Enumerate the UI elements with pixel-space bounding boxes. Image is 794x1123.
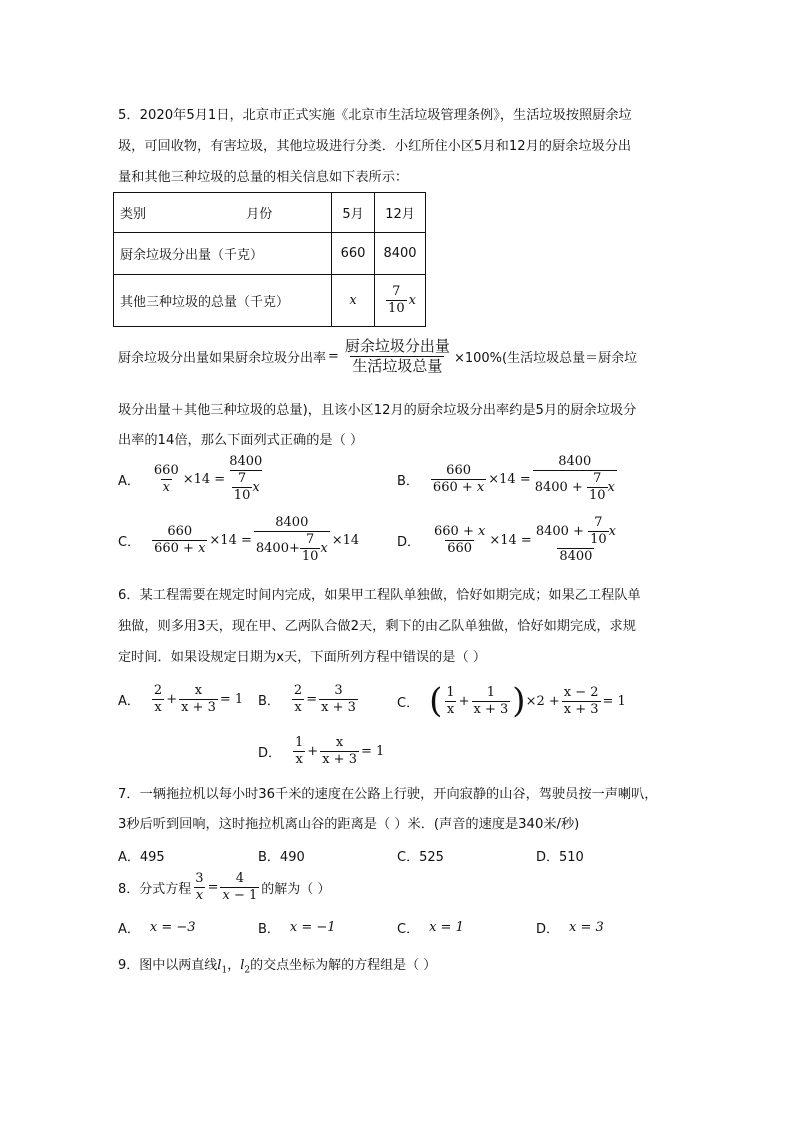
rate-prefix: 厨余垃圾分出量如果厨余垃圾分出率 bbox=[118, 351, 327, 366]
q5-option-c[interactable]: C． $\frac{660}{660 + x}$ ×14 = 8400 8400+ $\frac{7}{10}$ x ×14 bbox=[118, 515, 360, 564]
q6-line-1: 6．某工程需要在规定时间内完成，如果甲工程队单独做，恰好如期完成；如果乙工程队单 bbox=[118, 588, 641, 603]
row1-may: 660 bbox=[332, 233, 375, 275]
q5-data-table bbox=[113, 192, 426, 327]
q8-stem: 8．分式方程 $\frac{3}{x}$ = $\frac{4}{x - 1}$ 的解为（ ） bbox=[118, 871, 331, 903]
row2-dec: $\frac{7}{10}$ x bbox=[375, 275, 426, 327]
rate-denominator: 生活垃圾总量 bbox=[352, 357, 443, 375]
q5-rate-line: 厨余垃圾分出量如果厨余垃圾分出率 = 厨余垃圾分出量 生活垃圾总量 ×100%(生活垃圾总量＝厨余垃 bbox=[118, 337, 638, 375]
q8-option-c[interactable]: C． x = 1 bbox=[397, 920, 464, 937]
q5-option-a[interactable]: A． $\frac{660}{x}$ ×14 = 8400 $\frac{7}{10}$ x bbox=[118, 454, 263, 503]
q5-option-b[interactable]: B． $\frac{660}{660 + x}$ ×14 = 8400 8400 + $\frac{7}{10}$ x bbox=[397, 454, 615, 503]
row2-may: x bbox=[332, 275, 375, 327]
q7-option-a[interactable]: A．495 bbox=[118, 850, 165, 865]
q8-option-a[interactable]: A． x = −3 bbox=[118, 920, 196, 937]
q6-option-b[interactable]: B． $\frac{2}{x}$ = $\frac{3}{x + 3}$ bbox=[258, 683, 356, 715]
rate-numerator: 厨余垃圾分出量 bbox=[344, 337, 450, 355]
q8-suffix: 的解为（ ） bbox=[261, 882, 331, 897]
rate-suffix: ×100%(生活垃圾总量＝厨余垃 bbox=[453, 351, 638, 366]
q6-option-a[interactable]: A． 2 x + $\frac{x}{x + 3}$ = 1 bbox=[118, 683, 244, 715]
table-header-cell bbox=[114, 193, 332, 233]
q7-option-d[interactable]: D．510 bbox=[536, 850, 584, 865]
q5-line-1: 5．2020年5月1日，北京市正式实施《北京市生活垃圾管理条例》，生活垃圾按照厨余垃 bbox=[118, 108, 632, 123]
q9-suffix: 的交点坐标为解的方程组是（ ） bbox=[250, 958, 437, 973]
q8-prefix: 8．分式方程 bbox=[118, 882, 192, 897]
q6-line-2: 独做，则多用3天，现在甲、乙两队合做2天，剩下的由乙队单独做，恰好如期完成，求规 bbox=[118, 619, 636, 634]
q9-prefix: 9．图中以两直线 bbox=[118, 958, 218, 973]
q7-option-b[interactable]: B．490 bbox=[258, 850, 305, 865]
q5-line-2: 圾，可回收物，有害垃圾，其他垃圾进行分类．小红所住小区5月和12月的厨余垃圾分出 bbox=[118, 139, 632, 154]
q6-option-c[interactable]: C． ( 1 x + $\frac{1}{x + 3}$ ) ×2 + $\frac{x - 2}{x + 3}$ = 1 bbox=[397, 681, 626, 721]
q5-line-5: 圾分出量＋其他三种垃圾的总量)，且该小区12月的厨余垃圾分出率约是5月的厨余垃圾分 bbox=[118, 403, 637, 418]
rate-fraction bbox=[343, 338, 452, 375]
header-may: 5月 bbox=[332, 193, 375, 233]
q6-line-3: 定时间．如果设规定日期为x天，下面所列方程中错误的是（ ） bbox=[118, 650, 487, 665]
header-month: 月份 bbox=[246, 207, 273, 222]
q8-option-d[interactable]: D． x = 3 bbox=[536, 920, 604, 937]
row1-dec: 8400 bbox=[375, 233, 426, 275]
q5-line-3: 量和其他三种垃圾的总量的相关信息如下表所示： bbox=[118, 170, 409, 185]
row2-label: 其他三种垃圾的总量（千克） bbox=[114, 275, 332, 327]
header-dec: 12月 bbox=[375, 193, 426, 233]
q7-line-1: 7．一辆拖拉机以每小时36千米的速度在公路上行驶，开向寂静的山谷，驾驶员按一声喇叭， bbox=[118, 787, 658, 802]
q6-option-d[interactable]: D． 1 x + $\frac{x}{x + 3}$ = 1 bbox=[258, 735, 385, 767]
q7-line-2: 3秒后听到回响，这时拖拉机离山谷的距离是（ ）米．(声音的速度是340米/秒) bbox=[118, 817, 580, 832]
row1-label: 厨余垃圾分出量（千克） bbox=[114, 233, 332, 275]
q5-line-6: 出率的14倍，那么下面列式正确的是（ ） bbox=[118, 433, 364, 448]
q9-stem: 9．图中以两直线$l_1$，$l_2$的交点坐标为解的方程组是（ ） bbox=[118, 958, 437, 976]
header-category: 类别 bbox=[120, 207, 147, 222]
q8-option-b[interactable]: B． x = −1 bbox=[258, 920, 336, 937]
q5-option-d[interactable]: D． $\frac{660 + x}{660}$ ×14 = 8400 + $\frac{7}{10}$ x 8400 bbox=[397, 515, 616, 564]
q7-option-c[interactable]: C．525 bbox=[397, 850, 444, 865]
